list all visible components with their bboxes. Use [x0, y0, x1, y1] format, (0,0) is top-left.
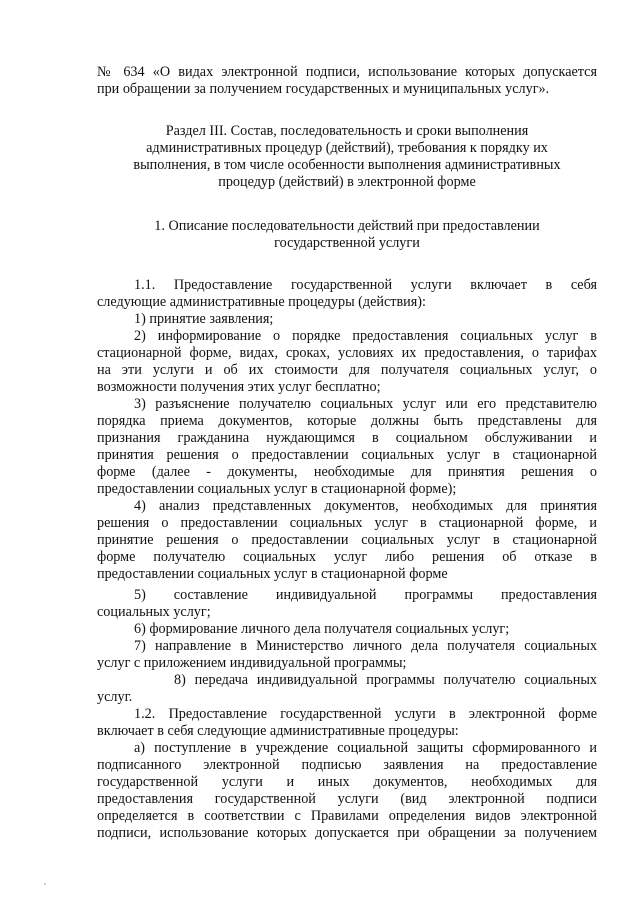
item-a-line-2: подписанного электронной подписью заявления на предоставление [97, 757, 597, 773]
section-heading-line-1: Раздел III. Состав, последовательность и сроки выполнения [165, 123, 529, 139]
item-a-line-6: подписи, использование которых допускается при обращении за получением [97, 825, 597, 841]
subsection-heading-line-1: 1. Описание последовательности действий при предоставлении [154, 218, 540, 234]
item-1: 1) принятие заявления; [134, 311, 274, 327]
item-a-line-4: предоставления государственной услуги (вид электронной подписи [97, 791, 597, 807]
item-5-line-2: социальных услуг; [97, 604, 211, 620]
item-a-line-5: определяется в соответствии с Правилами определения видов электронной [97, 808, 597, 824]
item-3-line-3: признания гражданина нуждающимся в социальном обслуживании и [97, 430, 597, 446]
item-2-line-1: 2) информирование о порядке предоставления социальных услуг в [134, 328, 597, 344]
item-6: 6) формирование личного дела получателя социальных услуг; [134, 621, 510, 637]
item-a-line-3: государственной услуги и иных документов, необходимых для [97, 774, 597, 790]
section-heading-line-2: административных процедур (действий), требования к порядку их [146, 140, 548, 156]
subsection-heading-line-2: государственной услуги [274, 235, 420, 251]
item-a-line-1: а) поступление в учреждение социальной защиты сформированного и [134, 740, 597, 756]
section-heading-line-4: процедур (действий) в электронной форме [218, 174, 476, 190]
item-7-line-2: услуг с приложением индивидуальной программы; [97, 655, 407, 671]
item-3-line-2: порядка приема документов, которые должны быть представлены для [97, 413, 597, 429]
item-5-line-1: 5) составление индивидуальной программы предоставления [134, 587, 597, 603]
intro-line-2: при обращении за получением государственных и муниципальных услуг». [97, 81, 550, 97]
item-2-line-2: стационарной форме, видах, сроках, условиях их предоставления, о тарифах [97, 345, 597, 361]
item-3-line-4: принятия решения о предоставлении социальных услуг в стационарной [97, 447, 597, 463]
section-heading-line-3: выполнения, в том числе особенности выполнения административных [133, 157, 561, 173]
item-4-line-5: предоставлении социальных услуг в стационарной форме [97, 566, 448, 582]
item-2-line-3: на эти услуги и об их стоимости для получателя социальных услуг, о [97, 362, 597, 378]
item-4-line-2: решения о предоставлении социальных услуг в стационарной форме, и [97, 515, 597, 531]
item-8-line-2: услуг. [97, 689, 133, 705]
item-4-line-1: 4) анализ представленных документов, необходимых для принятия [134, 498, 597, 514]
paragraph-1-1-line-1: 1.1. Предоставление государственной услуги включает в себя [134, 277, 597, 293]
item-4-line-3: принятие решения о предоставлении социальных услуг в стационарной [97, 532, 597, 548]
item-2-line-4: возможности получения этих услуг бесплатно; [97, 379, 381, 395]
item-3-line-5: форме (далее - документы, необходимые для принятия решения о [97, 464, 597, 480]
paragraph-1-1-line-2: следующие административные процедуры (действия): [97, 294, 426, 310]
paragraph-1-2-line-2: включает в себя следующие административные процедуры: [97, 723, 459, 739]
item-4-line-4: форме получателю социальных услуг либо решения об отказе в [97, 549, 597, 565]
intro-line-1: № 634 «О видах электронной подписи, использование которых допускается [97, 64, 597, 80]
paragraph-1-2-line-1: 1.2. Предоставление государственной услуги в электронной форме [134, 706, 597, 722]
scan-speck [44, 883, 46, 885]
item-3-line-1: 3) разъяснение получателю социальных услуг или его представителю [134, 396, 597, 412]
item-8-line-1: 8) передача индивидуальной программы получателю социальных [174, 672, 597, 688]
item-7-line-1: 7) направление в Министерство личного дела получателя социальных [134, 638, 597, 654]
item-3-line-6: предоставлении социальных услуг в стационарной форме); [97, 481, 457, 497]
